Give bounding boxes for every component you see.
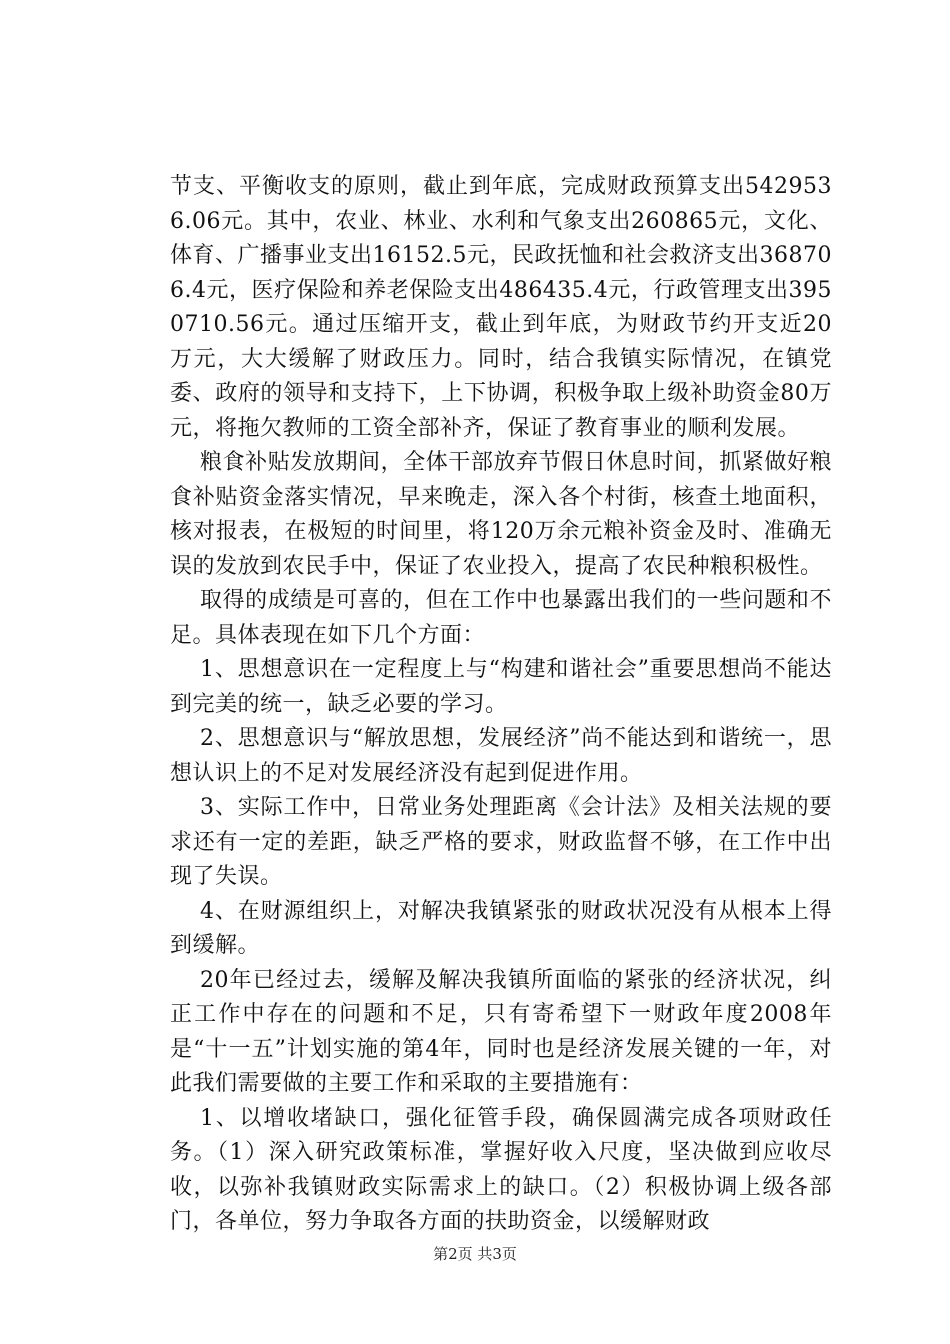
- paragraph-problems-intro: 取得的成绩是可喜的，但在工作中也暴露出我们的一些问题和不足。具体表现在如下几个方面：: [170, 588, 832, 648]
- paragraph-measure-1: 1、以增收堵缺口，强化征管手段，确保圆满完成各项财政任务。（1）深入研究政策标准，掌握好收入尺度，坚决做到应收尽收，以弥补我镇财政实际需求上的缺口。（2）积极协调上级各部门，各单位，努力争取各方面的扶助资金，以缓解财政: [170, 1105, 832, 1234]
- paragraph-next-year-intro: 20年已经过去，缓解及解决我镇所面临的紧张的经济状况，纠正工作中存在的问题和不足，只有寄希望下一财政年度2008年是“十一五”计划实施的第4年，同时也是经济发展关键的一年，对此我们需要做的主要工作和采取的主要措施有：: [170, 967, 832, 1096]
- paragraph-problem-3: 3、实际工作中，日常业务处理距离《会计法》及相关法规的要求还有一定的差距，缺乏严格的要求，财政监督不够，在工作中出现了失误。: [170, 795, 832, 889]
- page-footer: 第2页 共3页: [433, 1245, 517, 1263]
- paragraph-problem-1: 1、思想意识在一定程度上与“构建和谐社会”重要思想尚不能达到完美的统一，缺乏必要的学习。: [170, 657, 832, 717]
- paragraph-problem-4: 4、在财源组织上，对解决我镇紧张的财政状况没有从根本上得到缓解。: [170, 898, 832, 958]
- document-body: [170, 170, 832, 1240]
- paragraph-problem-2: 2、思想意识与“解放思想，发展经济”尚不能达到和谐统一，思想认识上的不足对发展经济没有起到促进作用。: [170, 726, 832, 786]
- paragraph-grain-subsidy: 粮食补贴发放期间，全体干部放弃节假日休息时间，抓紧做好粮食补贴资金落实情况，早来晚走，深入各个村街，核查土地面积，核对报表，在极短的时间里，将120万余元粮补资金及时、准确无误的发放到农民手中，保证了农业投入，提高了农民种粮积极性。: [170, 450, 832, 579]
- paragraph-budget-expenditure: 节支、平衡收支的原则，截止到年底，完成财政预算支出5429536.06元。其中，农业、林业、水利和气象支出260865元，文化、体育、广播事业支出16152.5元，民政抚恤和社会救济支出368706.4元，医疗保险和养老保险支出486435.4元，行政管理支出3950710.56元。通过压缩开支，截止到年底，为财政节约开支近20万元，大大缓解了财政压力。同时，结合我镇实际情况，在镇党委、政府的领导和支持下，上下协调，积极争取上级补助资金80万元，将拖欠教师的工资全部补齐，保证了教育事业的顺利发展。: [170, 174, 832, 441]
